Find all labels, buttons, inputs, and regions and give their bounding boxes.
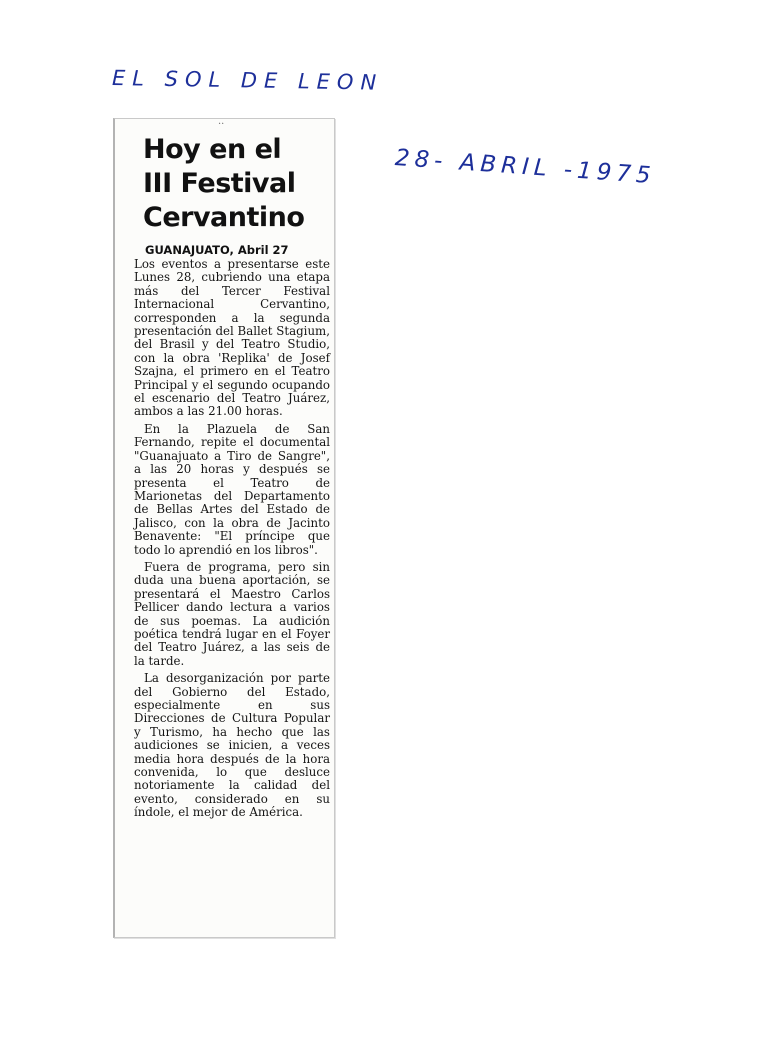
handwritten-source-note: EL SOL DE LEON (111, 66, 384, 95)
headline-line-3: Cervantino (143, 202, 305, 233)
article-paragraph-3: Fuera de programa, pero sin duda una buena aportación, se presentará el Maestro Carlos Pellicer dando lectura a varios de sus poemas. La audición poética tendrá lugar en el Foyer del Teatro Juárez, a las seis de la tarde. (134, 559, 330, 668)
article-paragraph-2: En la Plazuela de San Fernando, repite el documental "Guanajuato a Tiro de Sangre", a las 20 horas y después se presenta el Teatro de Marionetas del Departamento de Bellas Artes del Estado de Jalisco, con la obra de Jacinto Benavente: "El príncipe que todo lo aprendió en los libros". (134, 421, 330, 557)
article-paragraph-1: Los eventos a presentarse este Lunes 28, cubriendo una etapa más del Tercer Festival Internacional Cervantino, corresponden a la segunda presentación del Ballet Stagium, del Brasil y del Teatro Studio, con la obra 'Replika' de Josef Szajna, el primero en el Teatro Principal y el segundo ocupando el escenario del Teatro Juárez, ambos a las 21.00 horas. (134, 257, 330, 419)
newspaper-clipping (113, 118, 335, 938)
article-paragraph-4: La desorganización por parte del Gobierno del Estado, especialmente en sus Direcciones de Cultura Popular y Turismo, ha hecho que las audiciones se inicien, a veces media hora después de la hora convenida, lo que desluce notoriamente la calidad del evento, considerado en su índole, el mejor de América. (134, 671, 330, 820)
article-body (134, 258, 330, 824)
handwritten-date-note: 28- ABRIL -1975 (394, 145, 657, 190)
headline-line-1: Hoy en el (143, 134, 282, 165)
clipping-mark: ·· (218, 119, 225, 130)
article-dateline: GUANAJUATO, Abril 27 (145, 243, 289, 257)
article-headline (143, 133, 333, 235)
headline-line-2: III Festival (143, 168, 296, 199)
